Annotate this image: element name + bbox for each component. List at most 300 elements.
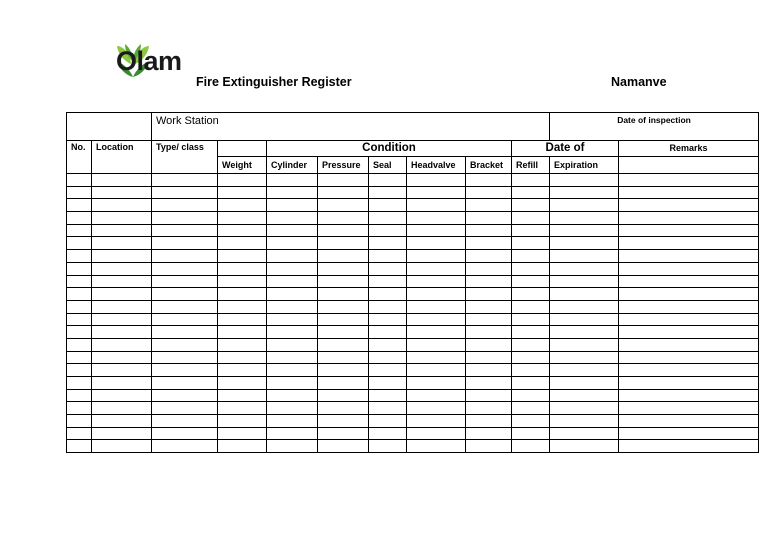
cell-location[interactable] <box>92 440 152 453</box>
cell-no[interactable] <box>67 288 92 301</box>
cell-remarks[interactable] <box>619 262 759 275</box>
cell-pressure[interactable] <box>318 338 369 351</box>
cell-refill[interactable] <box>512 288 550 301</box>
cell-weight[interactable] <box>218 402 267 415</box>
cell-headvalve[interactable] <box>407 402 466 415</box>
cell-seal[interactable] <box>369 427 407 440</box>
cell-expiration[interactable] <box>550 313 619 326</box>
cell-bracket[interactable] <box>466 262 512 275</box>
cell-type-class[interactable] <box>152 212 218 225</box>
cell-bracket[interactable] <box>466 427 512 440</box>
col-group-condition: Condition <box>267 141 512 157</box>
col-group-date-of: Date of <box>512 141 619 157</box>
cell-weight[interactable] <box>218 224 267 237</box>
cell-remarks[interactable] <box>619 427 759 440</box>
cell-headvalve[interactable] <box>407 186 466 199</box>
cell-headvalve[interactable] <box>407 313 466 326</box>
cell-seal[interactable] <box>369 338 407 351</box>
cell-headvalve[interactable] <box>407 300 466 313</box>
cell-pressure[interactable] <box>318 224 369 237</box>
cell-pressure[interactable] <box>318 351 369 364</box>
cell-seal[interactable] <box>369 224 407 237</box>
cell-remarks[interactable] <box>619 402 759 415</box>
cell-cylinder[interactable] <box>267 262 318 275</box>
cell-pressure[interactable] <box>318 186 369 199</box>
cell-remarks[interactable] <box>619 288 759 301</box>
cell-no[interactable] <box>67 440 92 453</box>
cell-bracket[interactable] <box>466 351 512 364</box>
cell-headvalve[interactable] <box>407 212 466 225</box>
cell-location[interactable] <box>92 199 152 212</box>
cell-expiration[interactable] <box>550 224 619 237</box>
cell-refill[interactable] <box>512 338 550 351</box>
table-row <box>67 351 759 364</box>
cell-cylinder[interactable] <box>267 288 318 301</box>
cell-refill[interactable] <box>512 389 550 402</box>
cell-seal[interactable] <box>369 440 407 453</box>
cell-refill[interactable] <box>512 237 550 250</box>
cell-seal[interactable] <box>369 174 407 187</box>
col-seal: Seal <box>369 157 407 174</box>
cell-pressure[interactable] <box>318 199 369 212</box>
cell-pressure[interactable] <box>318 288 369 301</box>
cell-type-class[interactable] <box>152 427 218 440</box>
cell-cylinder[interactable] <box>267 389 318 402</box>
cell-headvalve[interactable] <box>407 250 466 263</box>
cell-weight[interactable] <box>218 364 267 377</box>
cell-expiration[interactable] <box>550 440 619 453</box>
cell-location[interactable] <box>92 415 152 428</box>
cell-no[interactable] <box>67 174 92 187</box>
cell-bracket[interactable] <box>466 440 512 453</box>
cell-type-class[interactable] <box>152 351 218 364</box>
work-station-label[interactable]: Work Station <box>152 113 550 141</box>
cell-type-class[interactable] <box>152 199 218 212</box>
table-row <box>67 364 759 377</box>
cell-pressure[interactable] <box>318 377 369 390</box>
cell-cylinder[interactable] <box>267 300 318 313</box>
table-row <box>67 415 759 428</box>
cell-weight[interactable] <box>218 377 267 390</box>
cell-refill[interactable] <box>512 199 550 212</box>
cell-remarks[interactable] <box>619 237 759 250</box>
cell-headvalve[interactable] <box>407 275 466 288</box>
cell-no[interactable] <box>67 402 92 415</box>
cell-cylinder[interactable] <box>267 199 318 212</box>
cell-seal[interactable] <box>369 326 407 339</box>
table-row <box>67 212 759 225</box>
cell-remarks[interactable] <box>619 351 759 364</box>
cell-headvalve[interactable] <box>407 389 466 402</box>
cell-type-class[interactable] <box>152 415 218 428</box>
cell-type-class[interactable] <box>152 326 218 339</box>
cell-seal[interactable] <box>369 237 407 250</box>
cell-type-class[interactable] <box>152 288 218 301</box>
cell-remarks[interactable] <box>619 377 759 390</box>
cell-bracket[interactable] <box>466 389 512 402</box>
cell-remarks[interactable] <box>619 389 759 402</box>
cell-cylinder[interactable] <box>267 338 318 351</box>
col-cylinder: Cylinder <box>267 157 318 174</box>
cell-weight[interactable] <box>218 300 267 313</box>
cell-seal[interactable] <box>369 262 407 275</box>
cell-refill[interactable] <box>512 364 550 377</box>
cell-refill[interactable] <box>512 326 550 339</box>
cell-refill[interactable] <box>512 224 550 237</box>
cell-location[interactable] <box>92 313 152 326</box>
cell-type-class[interactable] <box>152 364 218 377</box>
cell-bracket[interactable] <box>466 313 512 326</box>
cell-cylinder[interactable] <box>267 275 318 288</box>
table-row <box>67 199 759 212</box>
cell-location[interactable] <box>92 224 152 237</box>
cell-pressure[interactable] <box>318 250 369 263</box>
table-row <box>67 275 759 288</box>
cell-pressure[interactable] <box>318 174 369 187</box>
cell-refill[interactable] <box>512 313 550 326</box>
col-location: Location <box>92 141 152 174</box>
cell-expiration[interactable] <box>550 364 619 377</box>
cell-weight[interactable] <box>218 313 267 326</box>
cell-no[interactable] <box>67 237 92 250</box>
cell-refill[interactable] <box>512 262 550 275</box>
cell-pressure[interactable] <box>318 237 369 250</box>
cell-bracket[interactable] <box>466 300 512 313</box>
cell-weight[interactable] <box>218 415 267 428</box>
cell-bracket[interactable] <box>466 288 512 301</box>
cell-location[interactable] <box>92 364 152 377</box>
cell-seal[interactable] <box>369 300 407 313</box>
cell-seal[interactable] <box>369 415 407 428</box>
blank-remarks-subheader <box>619 157 759 174</box>
cell-type-class[interactable] <box>152 389 218 402</box>
cell-bracket[interactable] <box>466 199 512 212</box>
cell-remarks[interactable] <box>619 338 759 351</box>
cell-expiration[interactable] <box>550 402 619 415</box>
cell-type-class[interactable] <box>152 440 218 453</box>
cell-cylinder[interactable] <box>267 174 318 187</box>
cell-weight[interactable] <box>218 389 267 402</box>
cell-remarks[interactable] <box>619 250 759 263</box>
cell-refill[interactable] <box>512 415 550 428</box>
col-bracket: Bracket <box>466 157 512 174</box>
cell-expiration[interactable] <box>550 389 619 402</box>
col-weight: Weight <box>218 157 267 174</box>
table-row <box>67 262 759 275</box>
cell-location[interactable] <box>92 275 152 288</box>
cell-type-class[interactable] <box>152 313 218 326</box>
cell-no[interactable] <box>67 212 92 225</box>
cell-refill[interactable] <box>512 377 550 390</box>
cell-pressure[interactable] <box>318 275 369 288</box>
cell-expiration[interactable] <box>550 212 619 225</box>
cell-bracket[interactable] <box>466 237 512 250</box>
cell-type-class[interactable] <box>152 250 218 263</box>
cell-weight[interactable] <box>218 212 267 225</box>
cell-refill[interactable] <box>512 250 550 263</box>
cell-no[interactable] <box>67 224 92 237</box>
cell-weight[interactable] <box>218 186 267 199</box>
cell-no[interactable] <box>67 313 92 326</box>
cell-headvalve[interactable] <box>407 415 466 428</box>
cell-refill[interactable] <box>512 300 550 313</box>
cell-no[interactable] <box>67 326 92 339</box>
cell-bracket[interactable] <box>466 364 512 377</box>
cell-cylinder[interactable] <box>267 377 318 390</box>
cell-bracket[interactable] <box>466 186 512 199</box>
cell-bracket[interactable] <box>466 415 512 428</box>
cell-refill[interactable] <box>512 275 550 288</box>
cell-remarks[interactable] <box>619 313 759 326</box>
cell-weight[interactable] <box>218 174 267 187</box>
cell-location[interactable] <box>92 351 152 364</box>
blank-header-cell <box>218 141 267 157</box>
table-row <box>67 326 759 339</box>
cell-type-class[interactable] <box>152 338 218 351</box>
cell-no[interactable] <box>67 262 92 275</box>
cell-bracket[interactable] <box>466 212 512 225</box>
cell-bracket[interactable] <box>466 250 512 263</box>
cell-weight[interactable] <box>218 440 267 453</box>
cell-refill[interactable] <box>512 427 550 440</box>
cell-weight[interactable] <box>218 262 267 275</box>
cell-type-class[interactable] <box>152 262 218 275</box>
cell-location[interactable] <box>92 237 152 250</box>
cell-headvalve[interactable] <box>407 262 466 275</box>
table-row <box>67 174 759 187</box>
cell-no[interactable] <box>67 300 92 313</box>
cell-location[interactable] <box>92 427 152 440</box>
cell-bracket[interactable] <box>466 326 512 339</box>
cell-headvalve[interactable] <box>407 237 466 250</box>
cell-cylinder[interactable] <box>267 250 318 263</box>
cell-refill[interactable] <box>512 402 550 415</box>
cell-expiration[interactable] <box>550 250 619 263</box>
cell-cylinder[interactable] <box>267 415 318 428</box>
cell-pressure[interactable] <box>318 389 369 402</box>
cell-location[interactable] <box>92 389 152 402</box>
cell-expiration[interactable] <box>550 174 619 187</box>
cell-seal[interactable] <box>369 313 407 326</box>
cell-cylinder[interactable] <box>267 313 318 326</box>
cell-bracket[interactable] <box>466 338 512 351</box>
cell-weight[interactable] <box>218 199 267 212</box>
cell-remarks[interactable] <box>619 364 759 377</box>
cell-location[interactable] <box>92 212 152 225</box>
cell-seal[interactable] <box>369 351 407 364</box>
cell-remarks[interactable] <box>619 415 759 428</box>
cell-weight[interactable] <box>218 288 267 301</box>
cell-no[interactable] <box>67 415 92 428</box>
table-row <box>67 427 759 440</box>
cell-no[interactable] <box>67 377 92 390</box>
cell-bracket[interactable] <box>466 402 512 415</box>
cell-pressure[interactable] <box>318 313 369 326</box>
cell-seal[interactable] <box>369 377 407 390</box>
cell-pressure[interactable] <box>318 262 369 275</box>
cell-pressure[interactable] <box>318 402 369 415</box>
cell-refill[interactable] <box>512 351 550 364</box>
col-type-class: Type/ class <box>152 141 218 174</box>
cell-expiration[interactable] <box>550 262 619 275</box>
cell-headvalve[interactable] <box>407 338 466 351</box>
cell-expiration[interactable] <box>550 186 619 199</box>
cell-refill[interactable] <box>512 174 550 187</box>
cell-location[interactable] <box>92 174 152 187</box>
cell-weight[interactable] <box>218 338 267 351</box>
cell-remarks[interactable] <box>619 199 759 212</box>
cell-expiration[interactable] <box>550 326 619 339</box>
table-row <box>67 288 759 301</box>
cell-seal[interactable] <box>369 288 407 301</box>
cell-cylinder[interactable] <box>267 351 318 364</box>
cell-expiration[interactable] <box>550 199 619 212</box>
cell-weight[interactable] <box>218 427 267 440</box>
cell-headvalve[interactable] <box>407 364 466 377</box>
cell-type-class[interactable] <box>152 186 218 199</box>
cell-refill[interactable] <box>512 440 550 453</box>
cell-location[interactable] <box>92 402 152 415</box>
cell-seal[interactable] <box>369 212 407 225</box>
cell-remarks[interactable] <box>619 300 759 313</box>
cell-refill[interactable] <box>512 186 550 199</box>
table-row <box>67 250 759 263</box>
cell-location[interactable] <box>92 338 152 351</box>
cell-expiration[interactable] <box>550 351 619 364</box>
cell-weight[interactable] <box>218 351 267 364</box>
cell-headvalve[interactable] <box>407 351 466 364</box>
table-row <box>67 237 759 250</box>
table-row <box>67 300 759 313</box>
cell-pressure[interactable] <box>318 364 369 377</box>
col-remarks: Remarks <box>619 141 759 157</box>
cell-cylinder[interactable] <box>267 326 318 339</box>
cell-type-class[interactable] <box>152 174 218 187</box>
cell-weight[interactable] <box>218 237 267 250</box>
cell-no[interactable] <box>67 199 92 212</box>
cell-type-class[interactable] <box>152 377 218 390</box>
cell-remarks[interactable] <box>619 174 759 187</box>
cell-no[interactable] <box>67 389 92 402</box>
cell-pressure[interactable] <box>318 440 369 453</box>
cell-seal[interactable] <box>369 275 407 288</box>
cell-expiration[interactable] <box>550 415 619 428</box>
cell-no[interactable] <box>67 364 92 377</box>
cell-type-class[interactable] <box>152 275 218 288</box>
cell-weight[interactable] <box>218 275 267 288</box>
cell-type-class[interactable] <box>152 237 218 250</box>
cell-location[interactable] <box>92 288 152 301</box>
cell-headvalve[interactable] <box>407 326 466 339</box>
cell-pressure[interactable] <box>318 427 369 440</box>
cell-bracket[interactable] <box>466 377 512 390</box>
col-headvalve: Headvalve <box>407 157 466 174</box>
cell-pressure[interactable] <box>318 212 369 225</box>
cell-remarks[interactable] <box>619 326 759 339</box>
cell-remarks[interactable] <box>619 212 759 225</box>
cell-headvalve[interactable] <box>407 199 466 212</box>
cell-type-class[interactable] <box>152 402 218 415</box>
cell-refill[interactable] <box>512 212 550 225</box>
register-body <box>67 174 759 453</box>
cell-cylinder[interactable] <box>267 402 318 415</box>
cell-expiration[interactable] <box>550 377 619 390</box>
cell-cylinder[interactable] <box>267 237 318 250</box>
cell-bracket[interactable] <box>466 174 512 187</box>
cell-location[interactable] <box>92 326 152 339</box>
cell-bracket[interactable] <box>466 275 512 288</box>
cell-pressure[interactable] <box>318 326 369 339</box>
cell-location[interactable] <box>92 377 152 390</box>
cell-pressure[interactable] <box>318 300 369 313</box>
col-expiration: Expiration <box>550 157 619 174</box>
cell-location[interactable] <box>92 186 152 199</box>
cell-expiration[interactable] <box>550 427 619 440</box>
table-row <box>67 402 759 415</box>
cell-seal[interactable] <box>369 402 407 415</box>
cell-no[interactable] <box>67 275 92 288</box>
cell-pressure[interactable] <box>318 415 369 428</box>
cell-expiration[interactable] <box>550 338 619 351</box>
cell-no[interactable] <box>67 338 92 351</box>
cell-seal[interactable] <box>369 364 407 377</box>
cell-location[interactable] <box>92 250 152 263</box>
cell-expiration[interactable] <box>550 275 619 288</box>
cell-weight[interactable] <box>218 326 267 339</box>
cell-location[interactable] <box>92 262 152 275</box>
cell-headvalve[interactable] <box>407 288 466 301</box>
col-no: No. <box>67 141 92 174</box>
cell-no[interactable] <box>67 351 92 364</box>
cell-no[interactable] <box>67 250 92 263</box>
cell-headvalve[interactable] <box>407 440 466 453</box>
cell-expiration[interactable] <box>550 300 619 313</box>
cell-headvalve[interactable] <box>407 174 466 187</box>
table-row <box>67 377 759 390</box>
table-row <box>67 313 759 326</box>
cell-cylinder[interactable] <box>267 212 318 225</box>
cell-seal[interactable] <box>369 199 407 212</box>
cell-seal[interactable] <box>369 186 407 199</box>
cell-cylinder[interactable] <box>267 440 318 453</box>
cell-type-class[interactable] <box>152 224 218 237</box>
cell-remarks[interactable] <box>619 224 759 237</box>
cell-cylinder[interactable] <box>267 364 318 377</box>
cell-no[interactable] <box>67 186 92 199</box>
site-name: Namanve <box>611 75 667 89</box>
cell-type-class[interactable] <box>152 300 218 313</box>
table-row <box>67 186 759 199</box>
cell-no[interactable] <box>67 427 92 440</box>
cell-cylinder[interactable] <box>267 186 318 199</box>
cell-headvalve[interactable] <box>407 377 466 390</box>
cell-headvalve[interactable] <box>407 224 466 237</box>
cell-cylinder[interactable] <box>267 427 318 440</box>
cell-seal[interactable] <box>369 250 407 263</box>
cell-weight[interactable] <box>218 250 267 263</box>
cell-remarks[interactable] <box>619 275 759 288</box>
cell-remarks[interactable] <box>619 186 759 199</box>
cell-seal[interactable] <box>369 389 407 402</box>
date-of-inspection-label[interactable]: Date of inspection <box>550 113 759 141</box>
cell-headvalve[interactable] <box>407 427 466 440</box>
cell-cylinder[interactable] <box>267 224 318 237</box>
cell-remarks[interactable] <box>619 440 759 453</box>
cell-location[interactable] <box>92 300 152 313</box>
cell-expiration[interactable] <box>550 237 619 250</box>
cell-bracket[interactable] <box>466 224 512 237</box>
cell-expiration[interactable] <box>550 288 619 301</box>
